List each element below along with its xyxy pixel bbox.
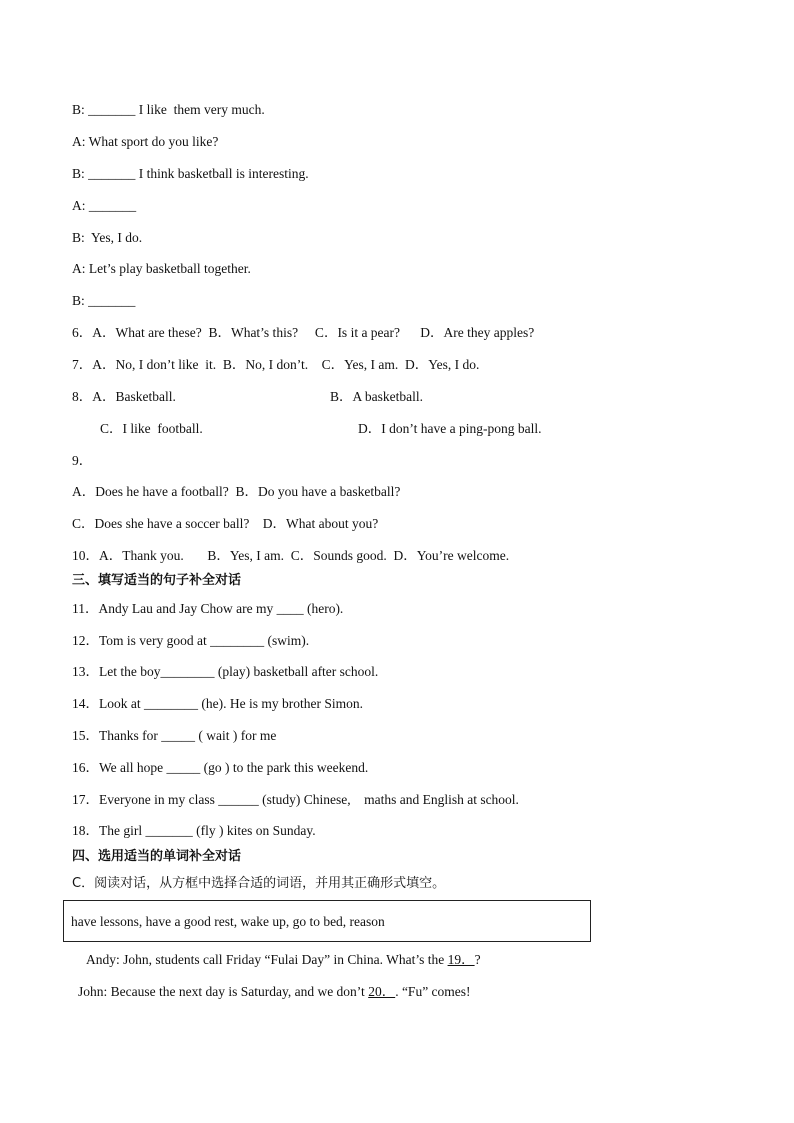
section-4-instruction: C．阅读对话，从方框中选择合适的词语，并用其正确形式填空。 bbox=[72, 876, 446, 891]
question-8-option-d: D．I don’t have a ping-pong ball. bbox=[358, 421, 542, 436]
question-13: 13．Let the boy________ (play) basketball after school. bbox=[72, 664, 379, 679]
word-box bbox=[63, 900, 591, 942]
question-8-option-b: B．A basketball. bbox=[330, 389, 423, 404]
dialogue-line-6: A: Let’s play basketball together. bbox=[72, 261, 251, 276]
question-11: 11．Andy Lau and Jay Chow are my ____ (hero). bbox=[72, 601, 344, 616]
question-9-options-cd: C．Does she have a soccer ball? D．What about you? bbox=[72, 516, 379, 531]
dialogue-line-5: B: Yes, I do. bbox=[72, 230, 143, 245]
dialogue-line-1: B: _______ I like them very much. bbox=[72, 102, 265, 117]
blank-20[interactable]: 20． bbox=[368, 984, 396, 999]
question-17: 17．Everyone in my class ______ (study) Chinese, maths and English at school. bbox=[72, 792, 519, 807]
word-box-text: have lessons, have a good rest, wake up, go to bed, reason bbox=[71, 914, 385, 929]
question-15: 15．Thanks for _____ ( wait ) for me bbox=[72, 728, 277, 743]
blank-19[interactable]: 19． bbox=[447, 952, 475, 967]
dialogue-john-line bbox=[78, 983, 471, 1001]
question-10-options: 10．A．Thank you. B．Yes, I am. C．Sounds good. D．You’re welcome. bbox=[72, 548, 510, 563]
dialogue-line-3: B: _______ I think basketball is interesting. bbox=[72, 166, 309, 181]
andy-line-end: ? bbox=[474, 952, 481, 967]
question-9-number: 9． bbox=[72, 453, 93, 468]
section-3-title: 三、填写适当的句子补全对话 bbox=[72, 573, 242, 588]
dialogue-line-2: A: What sport do you like? bbox=[72, 134, 219, 149]
question-8-option-a: 8．A．Basketball. bbox=[72, 389, 176, 404]
question-18: 18．The girl _______ (fly ) kites on Sunday. bbox=[72, 823, 316, 838]
question-16: 16．We all hope _____ (go ) to the park this weekend. bbox=[72, 760, 369, 775]
john-line-end: . “Fu” comes! bbox=[395, 984, 471, 999]
dialogue-line-7: B: _______ bbox=[72, 293, 136, 308]
dialogue-line-4: A: _______ bbox=[72, 198, 137, 213]
question-12: 12．Tom is very good at ________ (swim). bbox=[72, 633, 310, 648]
andy-line-text: Andy: John, students call Friday “Fulai Day” in China. What’s the bbox=[86, 952, 448, 967]
dialogue-andy-line bbox=[86, 951, 481, 969]
section-4-title: 四、选用适当的单词补全对话 bbox=[72, 849, 242, 864]
question-6-options: 6．A．What are these? B．What’s this? C．Is it a pear? D．Are they apples? bbox=[72, 325, 535, 340]
question-7-options: 7．A．No, I don’t like it. B．No, I don’t. C．Yes, I am. D．Yes, I do. bbox=[72, 357, 480, 372]
question-8-option-c: C．I like football. bbox=[100, 421, 203, 436]
john-line-text: John: Because the next day is Saturday, and we don’t bbox=[78, 984, 369, 999]
question-14: 14．Look at ________ (he). He is my brother Simon. bbox=[72, 696, 363, 711]
question-9-options-ab: A．Does he have a football? B．Do you have a basketball? bbox=[72, 484, 401, 499]
